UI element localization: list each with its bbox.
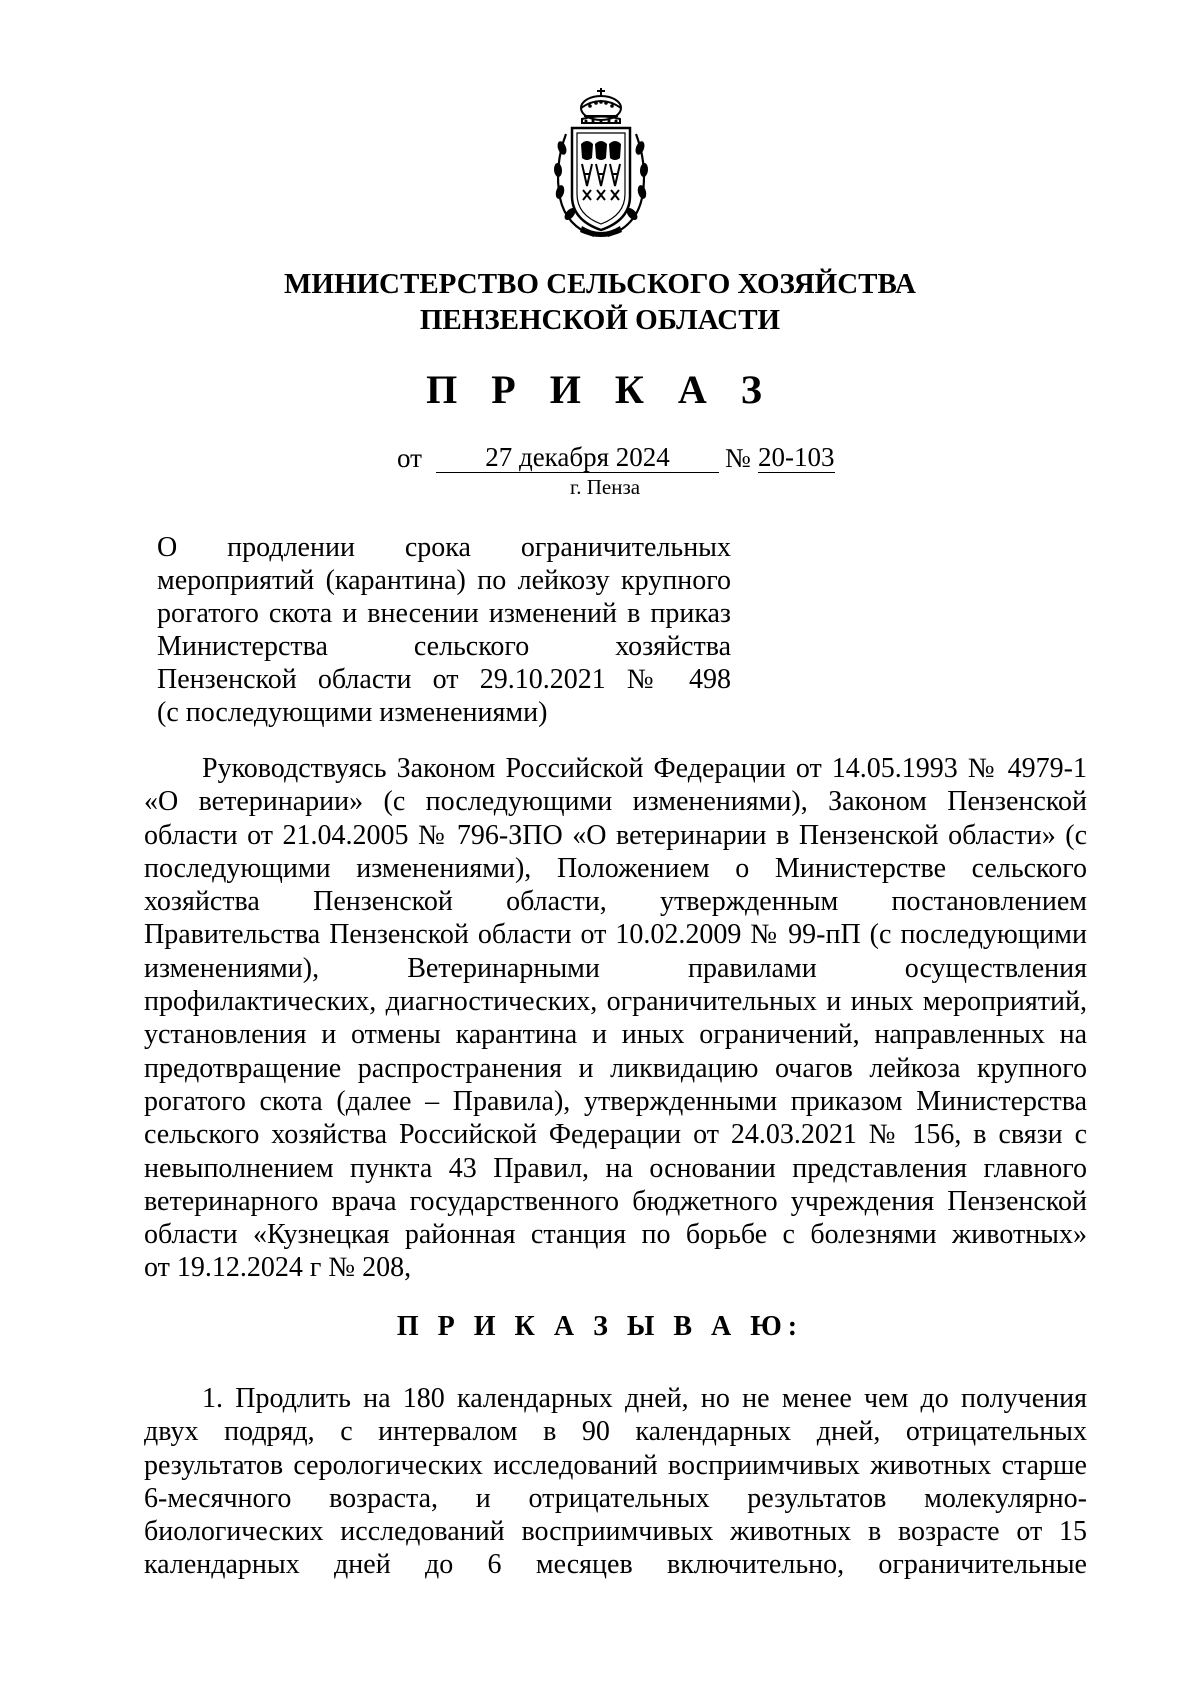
paragraph-line: от 19.12.2024 г № 208,: [144, 1252, 412, 1284]
paragraph-line: «О ветеринарии» (с последующими изменениями), Законом Пензенской: [144, 786, 1087, 818]
paragraph-line: последующими изменениями), Положением о Министерстве сельского: [144, 852, 1087, 884]
date-prefix: от: [397, 443, 422, 473]
document-type-title: П Р И К А З: [426, 367, 774, 412]
subject-line: мероприятий (карантина) по лейкозу крупного: [157, 565, 731, 596]
paragraph-line: области «Кузнецкая районная станция по борьбе с болезнями животных»: [144, 1219, 1087, 1251]
subject-line: Министерства сельского хозяйства: [157, 631, 731, 662]
order-date: 27 декабря 2024: [436, 442, 719, 473]
order-number: 20-103: [758, 442, 835, 472]
subject-line: О продлении срока ограничительных: [157, 532, 731, 563]
paragraph-line: биологических исследований восприимчивых животных в возрасте от 15: [144, 1516, 1087, 1548]
paragraph-line: Правительства Пензенской области от 10.02.2009 № 99-пП (с последующими: [144, 919, 1087, 951]
subject-line: Пензенской области от 29.10.2021 № 498: [157, 664, 731, 695]
preamble-paragraph: [144, 752, 1087, 1285]
paragraph-line: 6-месячного возраста, и отрицательных результатов молекулярно-: [144, 1482, 1087, 1514]
paragraph-line: рогатого скота (далее – Правила), утвержденными приказом Министерства: [144, 1085, 1087, 1117]
order-item-1: [144, 1382, 1087, 1582]
coat-of-arms-icon: [552, 86, 650, 242]
paragraph-line: двух подряд, с интервалом в 90 календарных дней, отрицательных: [144, 1416, 1087, 1448]
paragraph-line: Руководствуясь Законом Российской Федерации от 14.05.1993 № 4979-1: [202, 753, 1087, 784]
ministry-name-line1: МИНИСТЕРСТВО СЕЛЬСКОГО ХОЗЯЙСТВА: [284, 268, 916, 300]
order-subject: [157, 531, 731, 729]
paragraph-line: 1. Продлить на 180 календарных дней, но не менее чем до получения: [202, 1383, 1087, 1414]
paragraph-line: профилактических, диагностических, ограничительных и иных мероприятий,: [144, 986, 1087, 1018]
paragraph-line: результатов серологических исследований восприимчивых животных старше: [144, 1449, 1087, 1481]
city-label: г. Пенза: [570, 475, 641, 499]
ministry-name-line2: ПЕНЗЕНСКОЙ ОБЛАСТИ: [419, 304, 781, 336]
paragraph-line: календарных дней до 6 месяцев включительно, ограничительные: [144, 1549, 1087, 1581]
paragraph-line: предотвращение распространения и ликвидацию очагов лейкоза крупного: [144, 1052, 1087, 1084]
number-sign: №: [725, 443, 751, 473]
paragraph-line: сельского хозяйства Российской Федерации от 24.03.2021 № 156, в связи с: [144, 1119, 1087, 1151]
subject-line: (с последующими изменениями): [157, 697, 548, 728]
paragraph-line: области от 21.04.2005 № 796-ЗПО «О ветеринарии в Пензенской области» (с: [144, 819, 1087, 851]
order-heading: П Р И К А З Ы В А Ю:: [396, 1311, 804, 1342]
paragraph-line: изменениями), Ветеринарными правилами осуществления: [144, 952, 1087, 984]
paragraph-line: невыполнением пункта 43 Правил, на основании представления главного: [144, 1152, 1087, 1184]
subject-line: рогатого скота и внесении изменений в приказ: [157, 598, 731, 629]
paragraph-line: хозяйства Пензенской области, утвержденным постановлением: [144, 886, 1087, 918]
paragraph-line: установления и отмены карантина и иных ограничений, направленных на: [144, 1019, 1087, 1051]
paragraph-line: ветеринарного врача государственного бюджетного учреждения Пензенской: [144, 1185, 1087, 1217]
